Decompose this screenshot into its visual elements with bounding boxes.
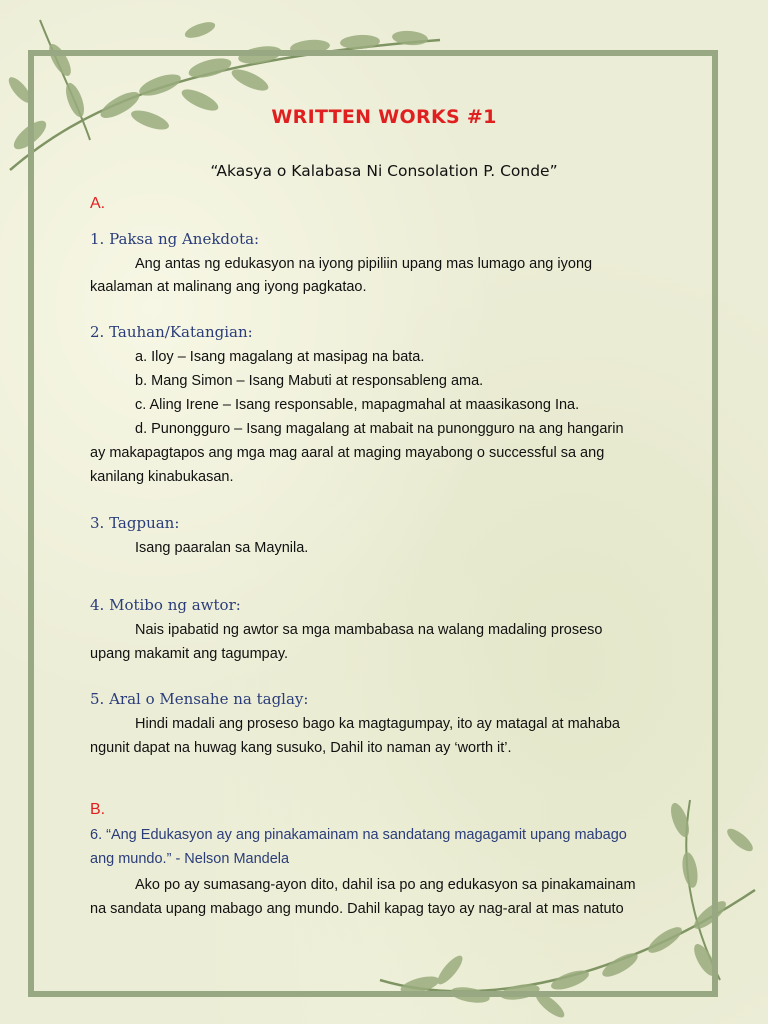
item-4-heading: 4. Motibo ng awtor: xyxy=(90,596,241,614)
item-5-line-1: Hindi madali ang proseso bago ka magtagumpay, ito ay matagal at mahaba xyxy=(135,716,620,732)
item-3-line-1: Isang paaralan sa Maynila. xyxy=(135,540,309,556)
document-subtitle: “Akasya o Kalabasa Ni Consolation P. Conde” xyxy=(210,162,558,180)
item-2-line-5: ay makapagtapos ang mga mag aaral at maging mayabong o successful sa ang xyxy=(90,445,605,461)
item-6-line-2: na sandata upang mabago ang mundo. Dahil kapag tayo ay nag-aral at mas natuto xyxy=(90,901,624,917)
item-1-line-1: Ang antas ng edukasyon na iyong pipiliin upang mas lumago ang iyong xyxy=(135,256,593,272)
item-4-line-2: upang makamit ang tagumpay. xyxy=(90,646,289,662)
item-6-quote-line-2: ang mundo.” - Nelson Mandela xyxy=(90,851,290,867)
item-2-heading: 2. Tauhan/Katangian: xyxy=(90,323,253,341)
item-2-line-4: d. Punongguro – Isang magalang at mabait na punongguro na ang hangarin xyxy=(135,421,624,437)
item-4-line-1: Nais ipabatid ng awtor sa mga mambabasa na walang madaling proseso xyxy=(135,622,603,638)
item-1-heading: 1. Paksa ng Anekdota: xyxy=(90,230,260,248)
section-b-label: B. xyxy=(90,801,106,818)
page-title: WRITTEN WORKS #1 xyxy=(271,106,497,128)
item-2-line-3: c. Aling Irene – Isang responsable, mapagmahal at maasikasong Ina. xyxy=(135,397,580,413)
section-a-label: A. xyxy=(90,195,106,212)
item-5-heading: 5. Aral o Mensahe na taglay: xyxy=(90,690,309,708)
item-5-line-2: ngunit dapat na huwag kang susuko, Dahil ito naman ay ‘worth it’. xyxy=(90,740,512,756)
item-3-heading: 3. Tagpuan: xyxy=(90,514,180,532)
item-1-line-2: kaalaman at malinang ang iyong pagkatao. xyxy=(90,279,367,295)
item-6-quote-line-1: 6. “Ang Edukasyon ay ang pinakamainam na sandatang magagamit upang mabago xyxy=(90,827,627,843)
item-6-line-1: Ako po ay sumasang-ayon dito, dahil isa po ang edukasyon sa pinakamainam xyxy=(135,877,636,893)
item-2-line-6: kanilang kinabukasan. xyxy=(90,469,234,485)
item-2-line-1: a. Iloy – Isang magalang at masipag na bata. xyxy=(135,349,425,365)
item-2-line-2: b. Mang Simon – Isang Mabuti at responsableng ama. xyxy=(135,373,484,389)
